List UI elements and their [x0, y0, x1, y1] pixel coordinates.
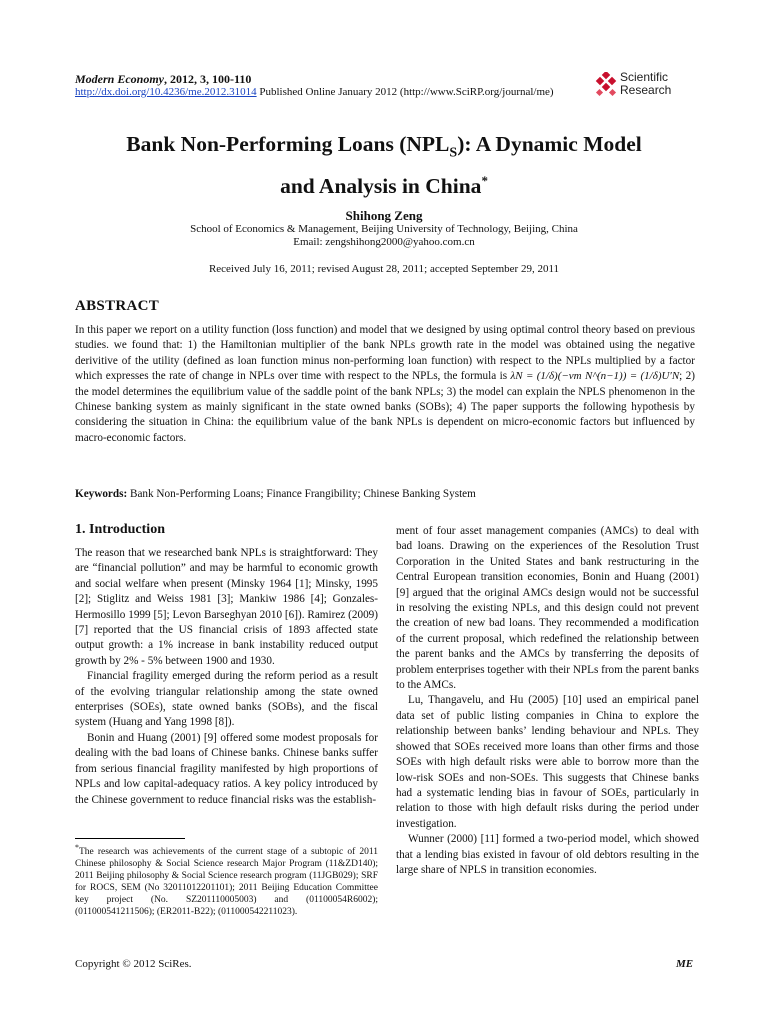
journal-volume: , 2012, 3, 100-110	[164, 72, 252, 86]
scientific-research-logo-icon	[594, 72, 618, 98]
hamiltonian-formula: λN = (1/δ)(−vm N^(n−1)) = (1/δ)U′N	[510, 370, 680, 383]
footnote-divider	[75, 838, 185, 839]
journal-citation	[75, 72, 251, 87]
intro-paragraph-6: Wunner (2000) [11] formed a two-period model, which showed that a lending bias existed in favour of old debtors resulting in the large share of NPLS in transition economies.	[396, 833, 699, 876]
doi-link[interactable]: http://dx.doi.org/10.4236/me.2012.31014	[75, 86, 257, 98]
author-affiliation: School of Economics & Management, Beijing University of Technology, Beijing, China Email: zengshihong2000@yahoo.com.cn	[0, 223, 768, 249]
title-footnote-mark: *	[481, 173, 488, 189]
intro-paragraph-1: The reason that we researched bank NPLs is straightforward: They are “financial pollution” and may be harmful to economic growth and social welfare when present (Minsky 1964 [1]; Minsky, 1995 [2]; Stiglitz and Weiss 1981 [3]; Mankiw 1986 [4]; Gonzales-Hermosillo 1999 [5]; Levon Barseghyan 2010 [6]). Ramirez (2009) [7] reported that the US financial crisis of 1893 affected state output growth: a 1% increase in bank instability reduced output growth by 2% - 5% between 1900 and 1930.	[75, 547, 378, 667]
received-dates: Received July 16, 2011; revised August 28, 2011; accepted September 29, 2011	[208, 263, 560, 275]
abstract-body: In this paper we report on a utility function (loss function) and model that we designed by using optimal control theory based on previous studies. we found that: 1) the Hamiltonian multiplier of the bank NPLs growth rate in the model was obtained using the negative derivitive of the utility (defined as loan function minus non-performing loan function) with respect to the NPLs multiplied by a factor which expresses the rate of change in NPLs over time with respect to the NPLs, the formula is λN = (1/δ)(−vm N^(n−1)) = (1/δ)U′N; 2) the model determines the equilibrium value of the saddle point of the bank NPLs; 3) the model can explain the NPLS phenomenon in the Chinese banking system as mainly significant in the state owned banks (SOBs); 4) The paper supports the following hypothesis by considering the situation in China: the equilibrium value of the bank NPLs is dependent on micro-economic factors but influenced by macro-economic factors.	[75, 324, 695, 444]
publisher-logo	[594, 71, 704, 101]
right-column	[396, 524, 699, 878]
author-email: Email: zengshihong2000@yahoo.com.cn	[293, 236, 475, 248]
keywords	[75, 488, 695, 500]
left-column	[75, 546, 378, 808]
intro-paragraph-5: Lu, Thangavelu, and Hu (2005) [10] used an empirical panel data set of public listing companies in China to explore the relationship between banks’ lending behaviour and NPLs. They showed that SOEs received more loans than other firms and those SOEs with high default risks were able to borrow more than the low-risk SOEs and non-SOEs. This suggests that Chinese banks had a systematic lending bias in favour of SOEs, particularly in relation to those with high default risks during the period under investigation.	[396, 694, 699, 830]
section-heading-introduction: 1. Introduction	[75, 522, 165, 537]
paper-title: Bank Non-Performing Loans $(NPL_S)$: A Dynamic Model and Analysis in China*	[126, 132, 642, 199]
intro-paragraph-3: Bonin and Huang (2001) [9] offered some modest proposals for dealing with the bad loans of Chinese banks. Chinese banks suffer from serious financial fragility manifested by high proportions of NPLs and low capital-adequacy ratios. A key policy introduced by the Chinese government to reduce financial risks was the establish-	[75, 731, 378, 806]
intro-paragraph-4: ment of four asset management companies (AMCs) to deal with bad loans. Drawing on the experiences of the Resolution Trust Corporation in the United States and bank restructuring in the Central European transition economies, Bonin and Huang (2001) [9] argued that the original AMCs design would not be successful in resolving the existing NPLs, and this design could not prevent the creation of new bad loans. They recommended a modification of the current proposal, which redefined the relationship between the parent banks and the AMCs by transferring the deposits of problem enterprises together with their NPLs from the parent banks to the AMCs.	[396, 525, 699, 692]
keywords-text: Bank Non-Performing Loans; Finance Frangibility; Chinese Banking System	[127, 488, 476, 500]
published-text: Published Online January 2012 (http://www.SciRP.org/journal/me)	[256, 86, 554, 98]
copyright: Copyright © 2012 SciRes.	[75, 958, 192, 970]
journal-name: Modern Economy	[75, 72, 165, 86]
author-name: Shihong Zeng	[345, 208, 423, 223]
logo-text: Scientific Research	[620, 70, 672, 97]
intro-paragraph-2: Financial fragility emerged during the reform period as a result of the evolving triangular relationship among the state owned enterprises (SOEs), state owned banks (SOBs), and the fiscal system (Huang and Yang 1998 [8]).	[75, 670, 378, 729]
keywords-label: Keywords:	[75, 488, 128, 500]
journal-abbreviation: ME	[676, 958, 694, 970]
abstract-heading: ABSTRACT	[75, 298, 160, 314]
footnote: *The research was achievements of the current stage of a subtopic of 2011 Chinese philosophy & Social Science research Major Program (11&ZD140); 2011 Beijing philosophy & Social Science research program (11JGB029); SRF for ROCS, SEM (No 32011012201101); 2011 Beijing Education Committee key project (No. SZ201110005003) and (01100054R6002); (011000541211506); (ER2011-B22); (011000542211023).	[75, 843, 378, 918]
footnote-mark: *	[75, 843, 79, 852]
doi-line	[75, 86, 554, 98]
